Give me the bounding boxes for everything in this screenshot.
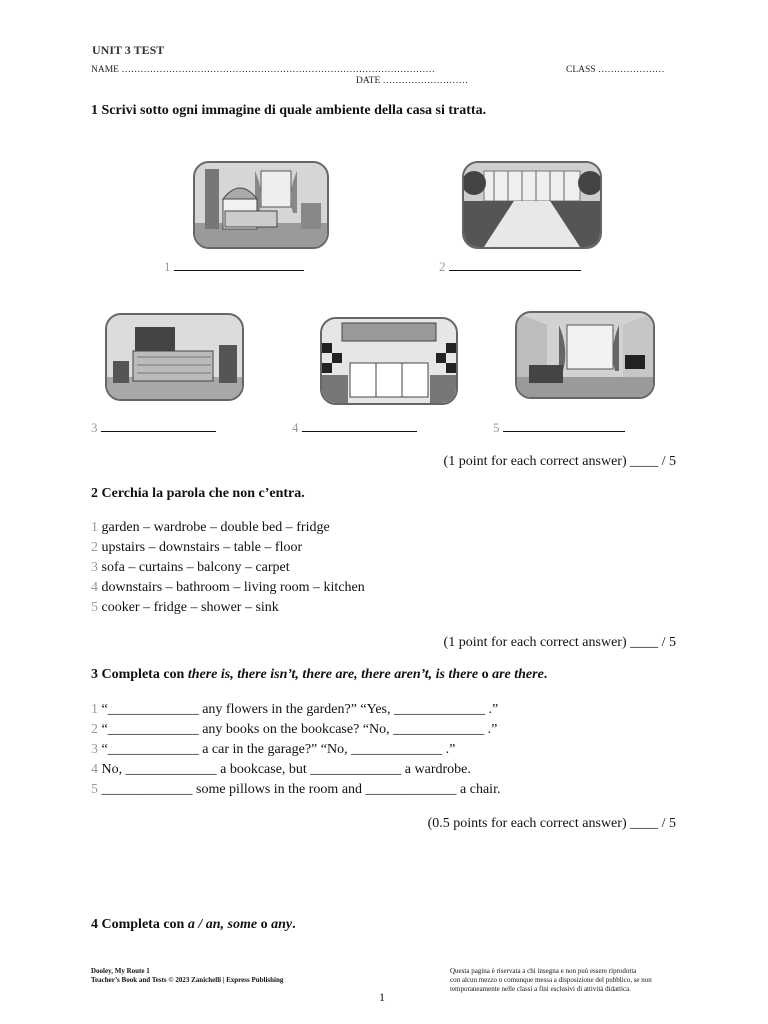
garden-image [462,161,602,249]
exercise-2-instruction: 2 Cerchia la parola che non c’entra. [91,486,305,501]
unit-title: UNIT 3 TEST [92,43,165,57]
page-number: 1 [379,990,385,1004]
answer-2[interactable] [439,259,581,275]
double-bedroom-icon [107,315,242,399]
footer-left [91,967,283,985]
list-item[interactable]: 1 “_____________ any flowers in the garden?” “Yes, _____________ .” [91,702,499,717]
date-field-label: DATE ……………………… [356,76,469,86]
footer-notice-1: Questa pagina è riservata a chi insegna e non può essere riprodotta [450,967,637,975]
exercise-1-score: (1 point for each correct answer) ____ / 5 [443,454,676,469]
answer-3-line[interactable] [101,420,216,432]
list-item[interactable]: 5 cooker – fridge – shower – sink [91,600,279,615]
bedroom-icon [195,163,327,247]
list-item[interactable]: 2 “_____________ any books on the bookcase? “No, _____________ .” [91,722,498,737]
exercise-4-instruction: 4 Completa con a / an, some o any. [91,917,296,932]
answer-1-number: 1 [164,259,171,274]
answer-5-line[interactable] [503,420,625,432]
exercise-2-list [91,518,365,618]
answer-1[interactable] [164,259,304,275]
answer-4-number: 4 [292,420,299,435]
list-item[interactable]: 1 garden – wardrobe – double bed – fridge [91,520,330,535]
answer-2-number: 2 [439,259,446,274]
class-field-label: CLASS ………………… [566,65,665,75]
kitchen-icon [322,319,456,403]
answer-3[interactable] [91,420,216,436]
footer-notice-2: con alcun mezzo o comunque messa a disposizione del pubblico, se non [450,976,652,984]
footer-book-title: Dooley, My Route 1 [91,967,150,975]
list-item[interactable]: 5 _____________ some pillows in the room and _____________ a chair. [91,782,501,797]
footer-copyright: Teacher’s Book and Tests © 2023 Zanichelli | Express Publishing [91,976,284,984]
list-item[interactable]: 4 No, _____________ a bookcase, but _____________ a wardrobe. [91,762,471,777]
answer-1-line[interactable] [174,259,304,271]
living-room-image [515,311,655,399]
exercise-1-instruction: 1 Scrivi sotto ogni immagine di quale ambiente della casa si tratta. [91,103,487,118]
exercise-3-list [91,700,500,800]
list-item[interactable]: 4 downstairs – bathroom – living room – kitchen [91,580,365,595]
list-item[interactable]: 3 sofa – curtains – balcony – carpet [91,560,290,575]
answer-5-number: 5 [493,420,500,435]
answer-2-line[interactable] [449,259,581,271]
garden-icon [464,163,600,247]
name-field-label: NAME ……………………………………………………………………………………… [91,65,435,75]
answer-3-number: 3 [91,420,98,435]
answer-4[interactable] [292,420,417,436]
bedroom-image [193,161,329,249]
living-room-icon [517,313,653,397]
footer-right [450,967,652,994]
exercise-3-instruction: 3 Completa con there is, there isn’t, there are, there aren’t, is there o are there. [91,667,548,682]
answer-4-line[interactable] [302,420,417,432]
list-item[interactable]: 2 upstairs – downstairs – table – floor [91,540,303,555]
list-item[interactable]: 3 “_____________ a car in the garage?” “No, _____________ .” [91,742,456,757]
exercise-3-score: (0.5 points for each correct answer) ____ / 5 [427,816,676,831]
exercise-2-score: (1 point for each correct answer) ____ / 5 [443,635,676,650]
answer-5[interactable] [493,420,625,436]
footer-notice-3: temporaneamente nelle classi a fini esclusivi di attività didattica. [450,985,631,993]
kitchen-image [320,317,458,405]
double-bedroom-image [105,313,244,401]
